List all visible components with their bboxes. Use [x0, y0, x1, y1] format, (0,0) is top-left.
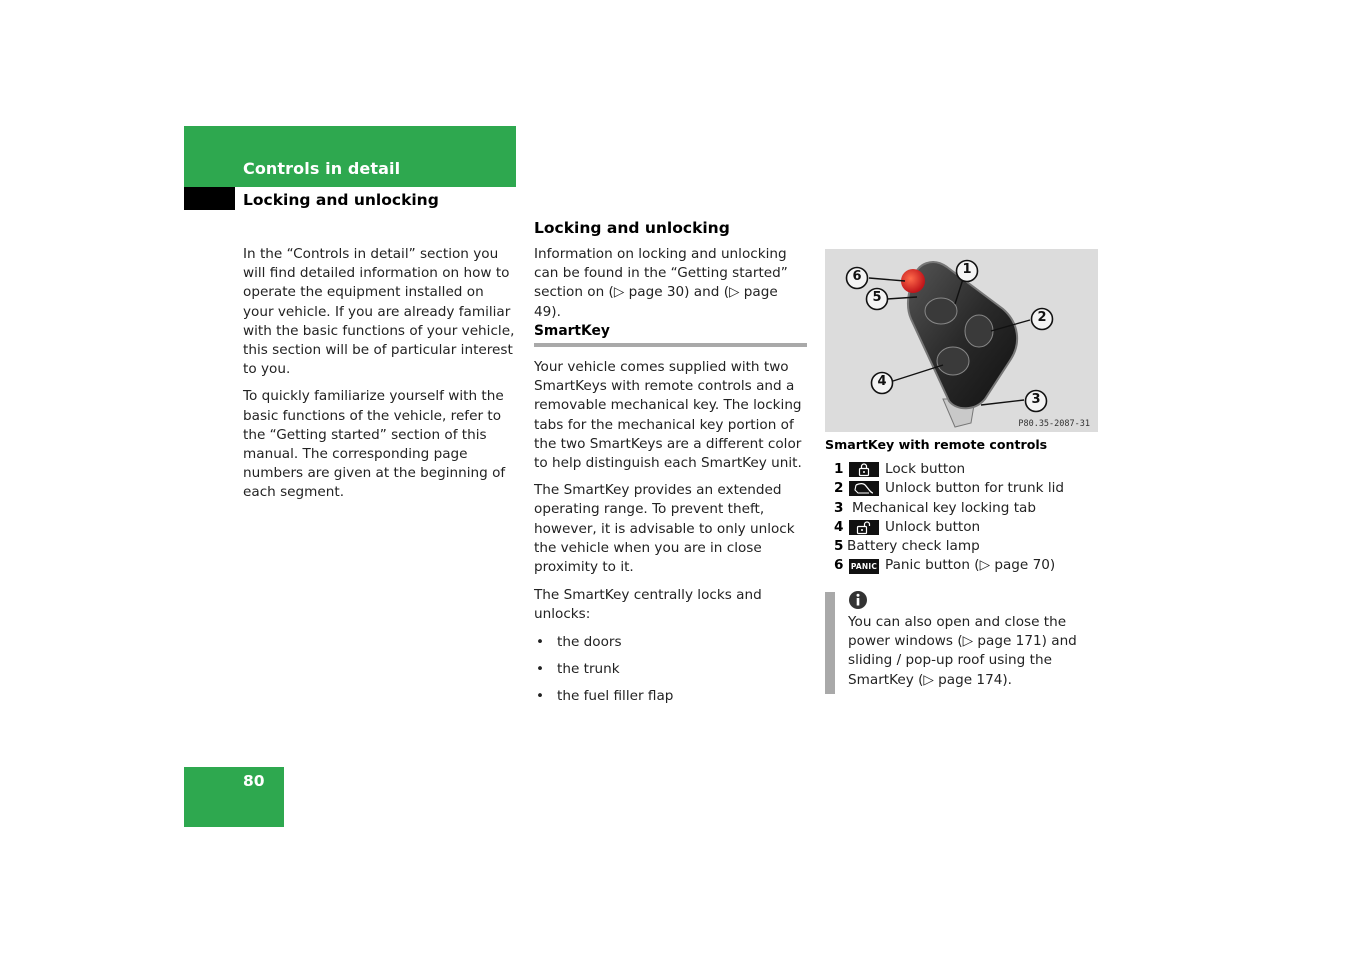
trunk-icon	[849, 481, 879, 496]
subsection-marker	[184, 187, 235, 210]
list-item-text: the fuel filler flap	[557, 688, 674, 705]
page-number: 80	[243, 772, 265, 790]
legend-item	[834, 479, 1064, 498]
legend-text: Unlock button for trunk lid	[885, 480, 1065, 497]
legend-number: 3	[834, 499, 844, 516]
lock-open-icon	[849, 520, 879, 535]
lock-closed-icon	[849, 462, 879, 477]
subsection-title: Locking and unlocking	[243, 191, 439, 209]
legend-item	[834, 537, 1064, 556]
list-item	[534, 633, 808, 652]
callout-3: 3	[1031, 392, 1041, 407]
list-item	[534, 687, 808, 706]
callout-1: 1	[962, 262, 972, 277]
legend-text: Unlock button	[885, 518, 981, 535]
list-item	[534, 660, 808, 679]
legend-text: Lock button	[885, 461, 966, 477]
page-number-band	[184, 767, 284, 827]
list-item-text: the trunk	[557, 660, 620, 677]
figure-caption: SmartKey with remote controls	[825, 437, 1048, 452]
legend-number: 1	[834, 461, 844, 477]
smartkey-heading: SmartKey	[534, 323, 610, 339]
bullet-icon: •	[536, 660, 545, 677]
legend-text: Mechanical key locking tab	[852, 499, 1036, 516]
smartkey-figure	[825, 249, 1098, 432]
legend-item	[834, 460, 1064, 479]
list-item-text: the doors	[557, 633, 622, 650]
intro-column	[243, 245, 517, 511]
bullet-icon: •	[536, 688, 545, 705]
legend-number: 6	[834, 557, 844, 574]
legend-item	[834, 556, 1064, 575]
note-bar	[825, 592, 835, 694]
main-intro: Information on locking and unlocking can be found in the “Getting started” section on (▷ page 30) and (▷ page 49).	[534, 246, 788, 320]
intro-paragraph: In the “Controls in detail” section you will find detailed information on how to operate the equipment installed on your vehicle. If you are already familiar with the basic functions of your vehicle, this section will be of particular interest to you.	[243, 246, 515, 378]
smartkey-body	[534, 358, 808, 714]
legend-item	[834, 499, 1064, 518]
panic-icon: PANIC	[849, 559, 879, 574]
figure-code: P80.35-2087-31	[1018, 419, 1090, 429]
smartkey-paragraph: Your vehicle comes supplied with two SmartKeys with remote controls and a removable mechanical key. The locking tabs for the mechanical key portion of the two SmartKeys are a different color to help distinguish each SmartKey unit.	[534, 359, 802, 472]
note-text: You can also open and close the power windows (▷ page 171) and sliding / pop-up roof using the SmartKey (▷ page 174).	[848, 614, 1077, 688]
legend-number: 4	[834, 518, 844, 535]
legend-text: Battery check lamp	[847, 538, 980, 555]
legend-item	[834, 518, 1064, 537]
callout-5: 5	[872, 290, 882, 305]
heading-rule	[534, 343, 807, 347]
bullet-icon: •	[536, 633, 545, 650]
smartkey-paragraph: The SmartKey centrally locks and unlocks:	[534, 587, 762, 623]
legend-number: 2	[834, 480, 844, 497]
info-icon	[848, 590, 868, 614]
section-title: Controls in detail	[243, 159, 401, 178]
legend-text: Panic button (▷ page 70)	[885, 557, 1056, 574]
smartkey-paragraph: The SmartKey provides an extended operating range. To prevent theft, however, it is advisable to only unlock the vehicle when you are in close proximity to it.	[534, 482, 795, 576]
callout-6: 6	[852, 269, 862, 284]
intro-paragraph: To quickly familiarize yourself with the basic functions of the vehicle, refer to the “Getting started” section of this manual. The corresponding page numbers are given at the beginning of each segment.	[243, 388, 506, 501]
bullet-list	[534, 633, 808, 707]
legend-number: 5	[834, 538, 844, 555]
figure-legend	[834, 460, 1064, 576]
callout-4: 4	[877, 374, 887, 389]
callout-2: 2	[1037, 310, 1047, 325]
main-heading: Locking and unlocking	[534, 219, 730, 237]
